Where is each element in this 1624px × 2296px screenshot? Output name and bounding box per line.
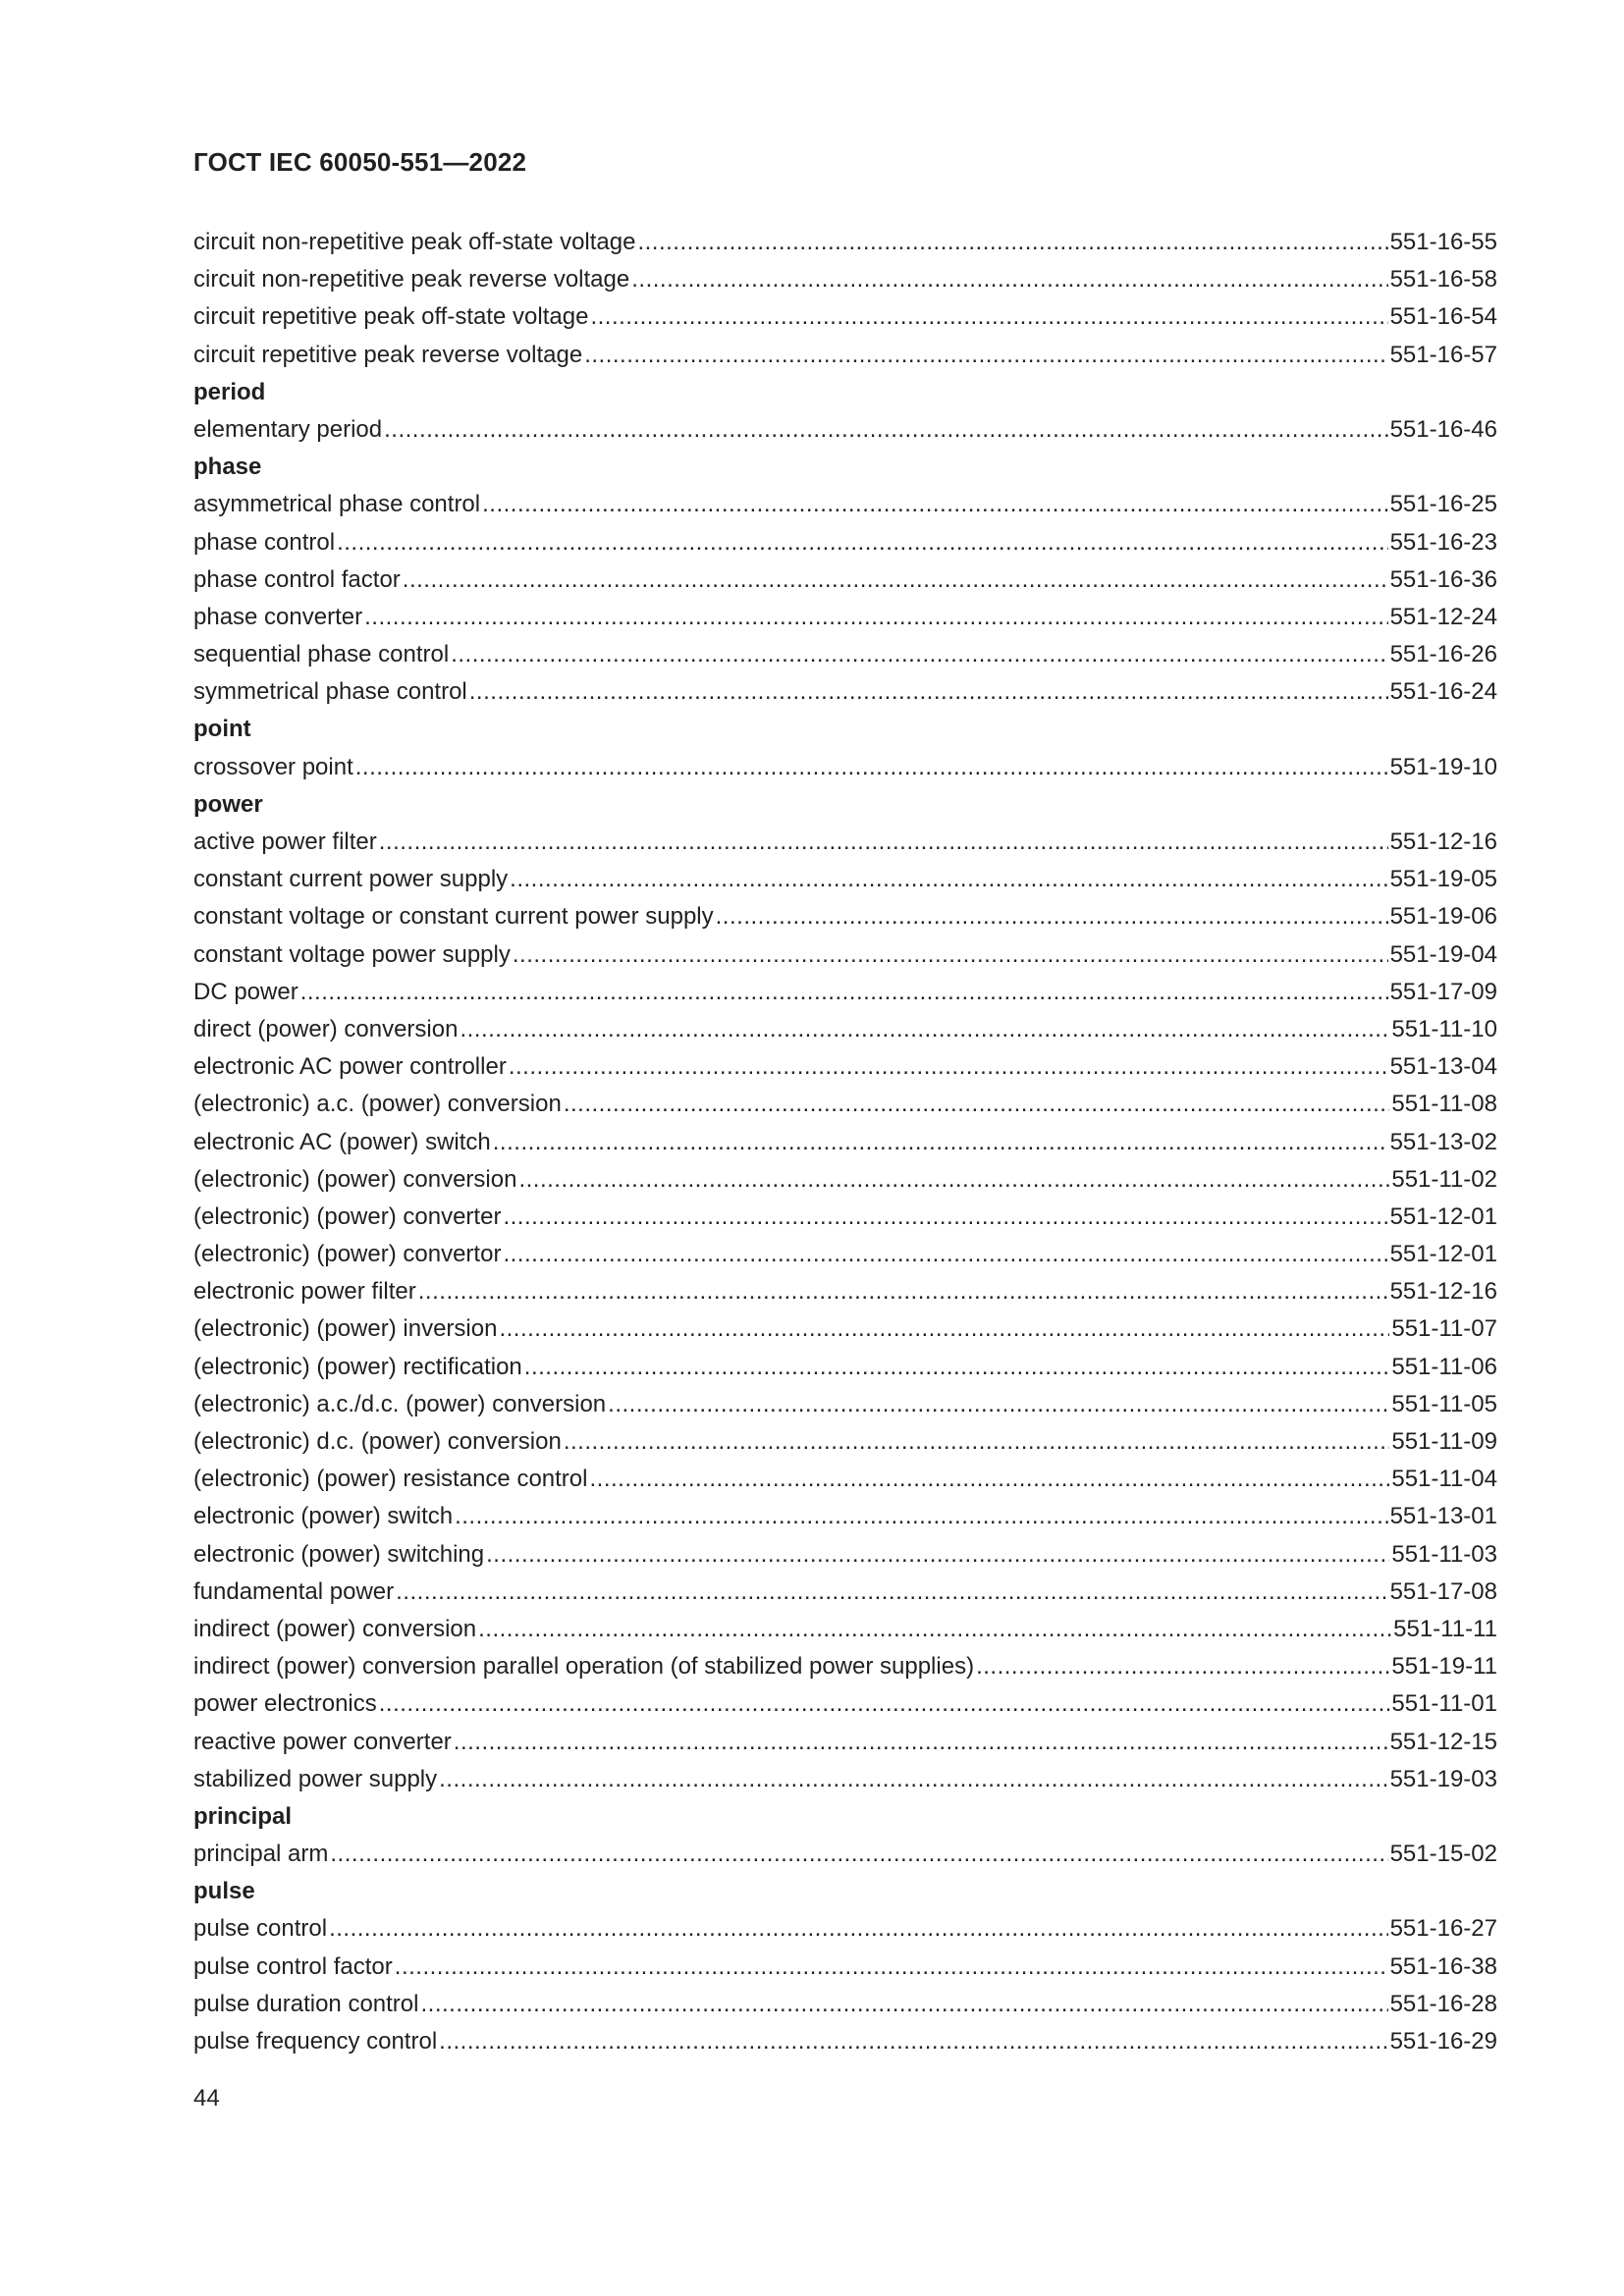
- index-term: electronic (power) switch: [193, 1503, 454, 1530]
- index-reference: 551-11-01: [1391, 1690, 1497, 1718]
- dot-leader: [379, 1685, 1390, 1723]
- index-group-heading: principal: [193, 1802, 293, 1830]
- dot-leader: [564, 1086, 1390, 1123]
- index-term: (electronic) a.c. (power) conversion: [193, 1091, 562, 1118]
- index-reference: 551-17-08: [1389, 1577, 1497, 1605]
- index-term: indirect (power) conversion: [193, 1615, 477, 1642]
- index-entry: [193, 524, 1497, 561]
- index-term: symmetrical phase control: [193, 678, 467, 706]
- index-term: circuit non-repetitive peak reverse voltage: [193, 266, 630, 294]
- index-entry: [193, 1161, 1497, 1199]
- index-entry: [193, 411, 1497, 449]
- index-entry: [193, 1536, 1497, 1574]
- dot-leader: [584, 337, 1387, 374]
- dot-leader: [384, 411, 1387, 449]
- index-entry: [193, 1685, 1497, 1723]
- index-entry: [193, 673, 1497, 711]
- dot-leader: [590, 298, 1387, 336]
- index-term: electronic AC power controller: [193, 1053, 507, 1081]
- dot-leader: [454, 1724, 1388, 1761]
- dot-leader: [493, 1124, 1388, 1161]
- index-group-heading: pulse: [193, 1878, 255, 1905]
- index-entry: [193, 1910, 1497, 1948]
- index-reference: 551-11-11: [1393, 1615, 1497, 1642]
- term-index: [193, 224, 1497, 2060]
- index-entry: [193, 1273, 1497, 1310]
- index-reference: 551-15-02: [1389, 1841, 1497, 1868]
- index-term: circuit repetitive peak reverse voltage: [193, 341, 583, 368]
- index-reference: 551-19-10: [1389, 753, 1497, 780]
- index-reference: 551-16-29: [1389, 2028, 1497, 2055]
- index-term: direct (power) conversion: [193, 1015, 459, 1042]
- index-entry: [193, 1574, 1497, 1611]
- index-entry: [193, 1949, 1497, 1986]
- index-entry: [193, 1836, 1497, 1873]
- index-reference: 551-11-08: [1391, 1091, 1497, 1118]
- index-entry: [193, 1310, 1497, 1348]
- index-entry: [193, 1724, 1497, 1761]
- index-reference: 551-11-06: [1391, 1353, 1497, 1380]
- index-term: pulse control factor: [193, 1952, 393, 1980]
- index-term: constant current power supply: [193, 866, 509, 893]
- page-number: 44: [193, 2085, 220, 2111]
- index-term: (electronic) a.c./d.c. (power) conversion: [193, 1390, 607, 1417]
- index-term: sequential phase control: [193, 641, 450, 668]
- index-entry: [193, 1986, 1497, 2023]
- index-entry: [193, 861, 1497, 898]
- index-term: (electronic) (power) rectification: [193, 1353, 522, 1380]
- dot-leader: [439, 2023, 1387, 2060]
- index-term: fundamental power: [193, 1577, 395, 1605]
- dot-leader: [486, 1536, 1389, 1574]
- index-term: circuit repetitive peak off-state voltage: [193, 303, 589, 331]
- index-reference: 551-12-24: [1389, 603, 1497, 630]
- index-entry: [193, 898, 1497, 935]
- index-entry: [193, 1199, 1497, 1236]
- index-entry: [193, 337, 1497, 374]
- index-term: (electronic) (power) convertor: [193, 1241, 502, 1268]
- index-reference: 551-12-15: [1389, 1728, 1497, 1755]
- dot-leader: [420, 1986, 1387, 2023]
- index-entry: [193, 1086, 1497, 1123]
- index-entry: [193, 1611, 1497, 1648]
- dot-leader: [976, 1648, 1389, 1685]
- index-entry: [193, 636, 1497, 673]
- dot-leader: [509, 1048, 1388, 1086]
- index-reference: 551-13-02: [1389, 1128, 1497, 1155]
- index-term: (electronic) (power) inversion: [193, 1315, 498, 1343]
- index-term: (electronic) (power) conversion: [193, 1165, 517, 1193]
- index-term: phase control: [193, 528, 336, 556]
- index-entry: [193, 1124, 1497, 1161]
- dot-leader: [379, 824, 1388, 861]
- index-reference: 551-11-10: [1391, 1015, 1497, 1042]
- dot-leader: [503, 1236, 1387, 1273]
- index-reference: 551-16-58: [1389, 266, 1497, 294]
- index-entry: [193, 824, 1497, 861]
- index-reference: 551-13-01: [1389, 1503, 1497, 1530]
- index-term: power electronics: [193, 1690, 377, 1718]
- index-reference: 551-19-03: [1389, 1765, 1497, 1792]
- index-term: active power filter: [193, 828, 377, 855]
- index-entry: [193, 1236, 1497, 1273]
- index-entry: [193, 1498, 1497, 1535]
- index-term: DC power: [193, 978, 298, 1005]
- dot-leader: [355, 749, 1388, 786]
- index-reference: 551-16-36: [1389, 565, 1497, 593]
- dot-leader: [396, 1574, 1387, 1611]
- index-reference: 551-16-26: [1389, 641, 1497, 668]
- index-term: pulse duration control: [193, 1990, 419, 2017]
- index-entry: [193, 936, 1497, 974]
- dot-leader: [329, 1910, 1388, 1948]
- index-reference: 551-19-11: [1391, 1653, 1497, 1681]
- dot-leader: [631, 261, 1387, 298]
- index-entry: [193, 486, 1497, 523]
- dot-leader: [395, 1949, 1388, 1986]
- index-entry: [193, 1423, 1497, 1461]
- index-entry: [193, 298, 1497, 336]
- index-reference: 551-16-25: [1389, 491, 1497, 518]
- index-reference: 551-16-57: [1389, 341, 1497, 368]
- index-entry: [193, 1349, 1497, 1386]
- index-term: pulse frequency control: [193, 2028, 438, 2055]
- index-reference: 551-19-06: [1389, 903, 1497, 931]
- dot-leader: [524, 1349, 1390, 1386]
- index-entry: [193, 1461, 1497, 1498]
- index-term: electronic AC (power) switch: [193, 1128, 491, 1155]
- dot-leader: [455, 1498, 1387, 1535]
- index-reference: 551-16-24: [1389, 678, 1497, 706]
- index-entry: [193, 2023, 1497, 2060]
- dot-leader: [503, 1199, 1387, 1236]
- dot-leader: [451, 636, 1387, 673]
- page-header: ГОСТ IEC 60050-551—2022: [193, 147, 527, 177]
- index-term: indirect (power) conversion parallel operation (of stabilized power supplies): [193, 1653, 975, 1681]
- index-reference: 551-16-54: [1389, 303, 1497, 331]
- index-reference: 551-16-28: [1389, 1990, 1497, 2017]
- index-reference: 551-16-27: [1389, 1915, 1497, 1943]
- index-reference: 551-17-09: [1389, 978, 1497, 1005]
- dot-leader: [469, 673, 1388, 711]
- index-term: principal arm: [193, 1841, 329, 1868]
- index-term: constant voltage power supply: [193, 940, 511, 968]
- index-reference: 551-11-05: [1391, 1390, 1497, 1417]
- index-reference: 551-12-16: [1389, 828, 1497, 855]
- dot-leader: [364, 599, 1387, 636]
- index-entry: [193, 974, 1497, 1011]
- index-entry: [193, 1048, 1497, 1086]
- index-reference: 551-11-09: [1391, 1428, 1497, 1455]
- index-entry: [193, 224, 1497, 261]
- dot-leader: [608, 1386, 1389, 1423]
- index-reference: 551-16-46: [1389, 415, 1497, 443]
- dot-leader: [716, 898, 1388, 935]
- index-reference: 551-11-07: [1391, 1315, 1497, 1343]
- index-term: pulse control: [193, 1915, 328, 1943]
- index-reference: 551-16-38: [1389, 1952, 1497, 1980]
- dot-leader: [300, 974, 1388, 1011]
- dot-leader: [518, 1161, 1389, 1199]
- index-group-heading: point: [193, 716, 251, 743]
- index-entry: [193, 1011, 1497, 1048]
- dot-leader: [637, 224, 1387, 261]
- dot-leader: [460, 1011, 1389, 1048]
- index-reference: 551-12-01: [1389, 1202, 1497, 1230]
- index-term: stabilized power supply: [193, 1765, 438, 1792]
- index-reference: 551-11-03: [1391, 1540, 1497, 1568]
- index-term: asymmetrical phase control: [193, 491, 481, 518]
- index-group-heading: period: [193, 378, 266, 405]
- index-reference: 551-19-04: [1389, 940, 1497, 968]
- dot-leader: [403, 561, 1388, 599]
- index-entry: [193, 261, 1497, 298]
- index-reference: 551-13-04: [1389, 1053, 1497, 1081]
- index-term: electronic power filter: [193, 1278, 416, 1306]
- dot-leader: [513, 936, 1388, 974]
- index-term: (electronic) (power) converter: [193, 1202, 502, 1230]
- dot-leader: [337, 524, 1387, 561]
- index-term: phase converter: [193, 603, 363, 630]
- index-entry: [193, 1761, 1497, 1798]
- index-reference: 551-12-01: [1389, 1241, 1497, 1268]
- index-term: constant voltage or constant current power supply: [193, 903, 714, 931]
- dot-leader: [330, 1836, 1387, 1873]
- index-reference: 551-16-55: [1389, 229, 1497, 255]
- index-reference: 551-11-02: [1391, 1165, 1497, 1193]
- dot-leader: [439, 1761, 1387, 1798]
- dot-leader: [589, 1461, 1389, 1498]
- index-group-heading: power: [193, 790, 263, 818]
- index-reference: 551-12-16: [1389, 1278, 1497, 1306]
- index-reference: 551-19-05: [1389, 866, 1497, 893]
- index-entry: [193, 749, 1497, 786]
- index-reference: 551-11-04: [1391, 1466, 1497, 1493]
- index-entry: [193, 1648, 1497, 1685]
- index-term: elementary period: [193, 415, 383, 443]
- index-term: electronic (power) switching: [193, 1540, 485, 1568]
- index-entry: [193, 561, 1497, 599]
- index-reference: 551-16-23: [1389, 528, 1497, 556]
- index-term: phase control factor: [193, 565, 401, 593]
- dot-leader: [499, 1310, 1389, 1348]
- index-group-heading: phase: [193, 454, 262, 481]
- dot-leader: [510, 861, 1387, 898]
- dot-leader: [564, 1423, 1390, 1461]
- dot-leader: [418, 1273, 1388, 1310]
- dot-leader: [478, 1611, 1391, 1648]
- index-term: (electronic) (power) resistance control: [193, 1466, 588, 1493]
- index-term: reactive power converter: [193, 1728, 452, 1755]
- index-term: crossover point: [193, 753, 353, 780]
- index-entry: [193, 1386, 1497, 1423]
- index-term: circuit non-repetitive peak off-state voltage: [193, 229, 636, 255]
- index-entry: [193, 599, 1497, 636]
- index-term: (electronic) d.c. (power) conversion: [193, 1428, 562, 1455]
- dot-leader: [482, 486, 1387, 523]
